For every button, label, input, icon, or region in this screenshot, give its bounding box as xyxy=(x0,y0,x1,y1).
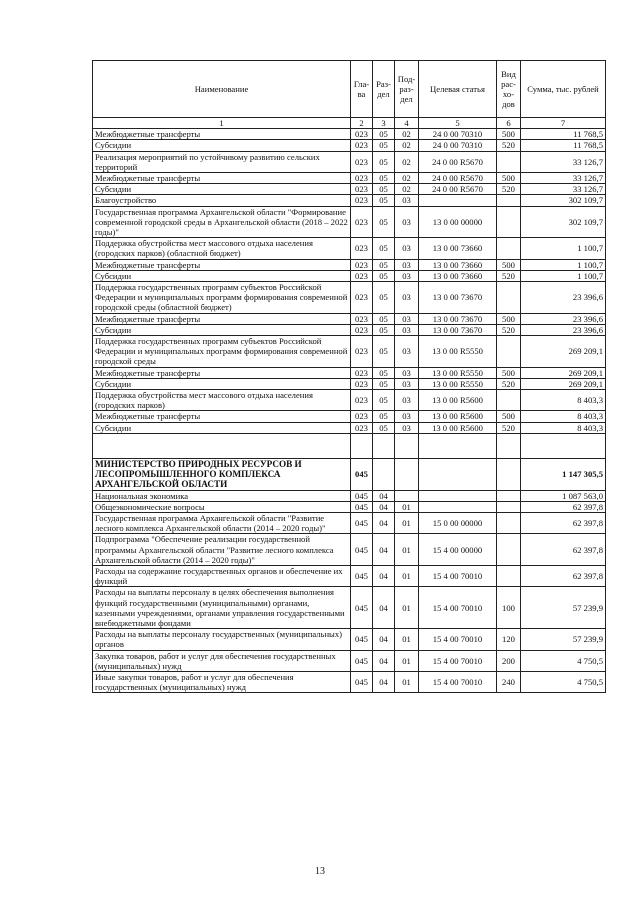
table-row xyxy=(93,390,606,411)
cell-vid: 520 xyxy=(497,378,521,389)
cell-razdel: 05 xyxy=(373,336,395,368)
cell-target: 24 0 00 70310 xyxy=(419,129,497,140)
table-row xyxy=(93,367,606,378)
table-row xyxy=(93,129,606,140)
table-row xyxy=(93,195,606,206)
table-row xyxy=(93,259,606,270)
cell-sum: 1 147 305,5 xyxy=(521,458,606,490)
colnum: 6 xyxy=(497,118,521,129)
cell-target: 13 0 00 R5550 xyxy=(419,336,497,368)
cell-vid: 500 xyxy=(497,129,521,140)
cell-name: Государственная программа Архангельской области "Развитие лесного комплекса Архангельской области (2014 – 2020 годы)" xyxy=(93,512,351,533)
budget-table xyxy=(92,60,606,693)
spacer-row xyxy=(93,433,606,458)
cell-razdel: 04 xyxy=(373,534,395,566)
empty-cell xyxy=(395,433,419,458)
cell-target xyxy=(419,490,497,501)
cell-name: Закупка товаров, работ и услуг для обеспечения государственных (муниципальных) нужд xyxy=(93,650,351,671)
cell-podrazdel: 01 xyxy=(395,587,419,629)
cell-sum: 62 397,8 xyxy=(521,534,606,566)
column-number-row xyxy=(93,118,606,129)
cell-glava: 023 xyxy=(351,238,373,259)
cell-glava: 023 xyxy=(351,324,373,335)
header-glava: Гла-ва xyxy=(351,61,373,118)
cell-podrazdel: 01 xyxy=(395,650,419,671)
cell-name: Межбюджетные трансферты xyxy=(93,173,351,184)
table-row xyxy=(93,411,606,422)
cell-name: Субсидии xyxy=(93,184,351,195)
cell-name: Общеэкономические вопросы xyxy=(93,501,351,512)
cell-razdel: 04 xyxy=(373,587,395,629)
cell-name: Поддержка обустройства мест массового отдыха населения (городских парков) xyxy=(93,390,351,411)
cell-name: Межбюджетные трансферты xyxy=(93,313,351,324)
table-row xyxy=(93,671,606,692)
table-row xyxy=(93,650,606,671)
cell-target xyxy=(419,195,497,206)
cell-sum: 4 750,5 xyxy=(521,650,606,671)
cell-glava: 023 xyxy=(351,336,373,368)
cell-target xyxy=(419,501,497,512)
table-row xyxy=(93,512,606,533)
cell-vid xyxy=(497,238,521,259)
cell-razdel: 05 xyxy=(373,206,395,238)
cell-target: 13 0 00 73660 xyxy=(419,270,497,281)
cell-sum: 33 126,7 xyxy=(521,151,606,172)
cell-razdel: 05 xyxy=(373,195,395,206)
cell-target: 13 0 00 R5600 xyxy=(419,422,497,433)
cell-glava: 023 xyxy=(351,140,373,151)
cell-podrazdel: 03 xyxy=(395,411,419,422)
cell-target: 13 0 00 R5550 xyxy=(419,378,497,389)
cell-target: 24 0 00 R5670 xyxy=(419,151,497,172)
cell-razdel: 05 xyxy=(373,411,395,422)
cell-sum: 269 209,1 xyxy=(521,336,606,368)
cell-vid xyxy=(497,565,521,586)
table-row xyxy=(93,534,606,566)
header-row xyxy=(93,61,606,118)
colnum: 7 xyxy=(521,118,606,129)
cell-vid xyxy=(497,490,521,501)
cell-sum: 302 109,7 xyxy=(521,206,606,238)
cell-glava: 023 xyxy=(351,270,373,281)
cell-vid xyxy=(497,390,521,411)
cell-podrazdel: 02 xyxy=(395,129,419,140)
cell-name: Межбюджетные трансферты xyxy=(93,259,351,270)
cell-razdel: 05 xyxy=(373,378,395,389)
cell-target: 13 0 00 73670 xyxy=(419,324,497,335)
cell-target: 13 0 00 00000 xyxy=(419,206,497,238)
cell-razdel: 05 xyxy=(373,184,395,195)
empty-cell xyxy=(497,433,521,458)
header-name: Наименование xyxy=(93,61,351,118)
cell-target: 15 4 00 70010 xyxy=(419,565,497,586)
cell-razdel: 05 xyxy=(373,313,395,324)
table-row xyxy=(93,565,606,586)
empty-cell xyxy=(351,433,373,458)
cell-name: Подпрограмма "Обеспечение реализации государственной программы Архангельской области "Развитие лесного комплекса Архангельской области (2014 – 2020 годы)" xyxy=(93,534,351,566)
cell-vid: 500 xyxy=(497,367,521,378)
cell-vid: 500 xyxy=(497,313,521,324)
cell-vid xyxy=(497,336,521,368)
table-body xyxy=(93,129,606,693)
cell-glava: 023 xyxy=(351,282,373,314)
cell-name: Межбюджетные трансферты xyxy=(93,367,351,378)
cell-glava: 023 xyxy=(351,259,373,270)
table-row xyxy=(93,184,606,195)
cell-razdel: 05 xyxy=(373,140,395,151)
cell-glava: 023 xyxy=(351,129,373,140)
table-row xyxy=(93,238,606,259)
cell-glava: 045 xyxy=(351,490,373,501)
cell-sum: 57 239,9 xyxy=(521,629,606,650)
cell-target: 24 0 00 R5670 xyxy=(419,184,497,195)
colnum: 5 xyxy=(419,118,497,129)
cell-name: Поддержка государственных программ субъектов Российской Федерации и муниципальных программ формирования современной городской среды (областной бюджет) xyxy=(93,282,351,314)
cell-sum: 4 750,5 xyxy=(521,671,606,692)
cell-podrazdel: 02 xyxy=(395,184,419,195)
cell-sum: 23 396,6 xyxy=(521,324,606,335)
table-row xyxy=(93,151,606,172)
table-row xyxy=(93,422,606,433)
cell-razdel: 04 xyxy=(373,501,395,512)
cell-vid: 520 xyxy=(497,270,521,281)
cell-razdel: 05 xyxy=(373,282,395,314)
table-row xyxy=(93,313,606,324)
cell-sum: 8 403,3 xyxy=(521,422,606,433)
cell-glava: 023 xyxy=(351,390,373,411)
cell-podrazdel: 03 xyxy=(395,367,419,378)
cell-vid: 520 xyxy=(497,422,521,433)
cell-glava: 045 xyxy=(351,671,373,692)
empty-cell xyxy=(93,433,351,458)
cell-razdel xyxy=(373,458,395,490)
colnum: 2 xyxy=(351,118,373,129)
empty-cell xyxy=(521,433,606,458)
cell-glava: 045 xyxy=(351,629,373,650)
cell-razdel: 04 xyxy=(373,650,395,671)
cell-name: Благоустройство xyxy=(93,195,351,206)
cell-sum: 33 126,7 xyxy=(521,173,606,184)
cell-glava: 023 xyxy=(351,411,373,422)
cell-name: Государственная программа Архангельской области "Формирование современной городской среды в Архангельской области (2018 – 2022 годы)" xyxy=(93,206,351,238)
colnum: 1 xyxy=(93,118,351,129)
cell-name: Расходы на выплаты персоналу государственных (муниципальных) органов xyxy=(93,629,351,650)
cell-vid: 500 xyxy=(497,173,521,184)
cell-razdel: 05 xyxy=(373,367,395,378)
cell-target: 13 0 00 R5550 xyxy=(419,367,497,378)
cell-razdel: 05 xyxy=(373,390,395,411)
cell-glava: 045 xyxy=(351,458,373,490)
cell-vid: 100 xyxy=(497,587,521,629)
cell-vid: 120 xyxy=(497,629,521,650)
table-row xyxy=(93,173,606,184)
table-row xyxy=(93,270,606,281)
cell-vid xyxy=(497,195,521,206)
table-row xyxy=(93,458,606,490)
cell-vid: 520 xyxy=(497,184,521,195)
cell-podrazdel: 03 xyxy=(395,282,419,314)
table-row xyxy=(93,140,606,151)
cell-name: Иные закупки товаров, работ и услуг для обеспечения государственных (муниципальных) нужд xyxy=(93,671,351,692)
cell-glava: 045 xyxy=(351,565,373,586)
table-row xyxy=(93,324,606,335)
colnum: 4 xyxy=(395,118,419,129)
cell-sum: 269 209,1 xyxy=(521,378,606,389)
cell-name: Межбюджетные трансферты xyxy=(93,411,351,422)
cell-vid: 200 xyxy=(497,650,521,671)
cell-razdel: 05 xyxy=(373,238,395,259)
cell-podrazdel: 03 xyxy=(395,238,419,259)
cell-sum: 23 396,6 xyxy=(521,282,606,314)
cell-target: 13 0 00 73670 xyxy=(419,313,497,324)
cell-sum: 302 109,7 xyxy=(521,195,606,206)
cell-razdel: 04 xyxy=(373,490,395,501)
cell-sum: 23 396,6 xyxy=(521,313,606,324)
cell-vid: 520 xyxy=(497,140,521,151)
cell-sum: 33 126,7 xyxy=(521,184,606,195)
table-row xyxy=(93,629,606,650)
cell-podrazdel: 03 xyxy=(395,313,419,324)
cell-razdel: 05 xyxy=(373,129,395,140)
cell-podrazdel: 01 xyxy=(395,671,419,692)
cell-glava: 045 xyxy=(351,501,373,512)
cell-razdel: 05 xyxy=(373,259,395,270)
cell-podrazdel: 02 xyxy=(395,173,419,184)
cell-sum: 11 768,5 xyxy=(521,140,606,151)
cell-glava: 045 xyxy=(351,587,373,629)
table-row xyxy=(93,336,606,368)
cell-target: 15 4 00 70010 xyxy=(419,629,497,650)
cell-name: Субсидии xyxy=(93,324,351,335)
cell-sum: 11 768,5 xyxy=(521,129,606,140)
colnum: 3 xyxy=(373,118,395,129)
cell-target: 15 4 00 00000 xyxy=(419,534,497,566)
cell-target: 15 4 00 70010 xyxy=(419,671,497,692)
header-target: Целевая статья xyxy=(419,61,497,118)
cell-sum: 1 087 563,0 xyxy=(521,490,606,501)
cell-name: Субсидии xyxy=(93,270,351,281)
header-razdel: Раз-дел xyxy=(373,61,395,118)
cell-razdel: 04 xyxy=(373,565,395,586)
cell-podrazdel: 02 xyxy=(395,151,419,172)
cell-name: Субсидии xyxy=(93,378,351,389)
table-row xyxy=(93,587,606,629)
cell-podrazdel: 03 xyxy=(395,336,419,368)
table-row xyxy=(93,378,606,389)
cell-podrazdel: 03 xyxy=(395,206,419,238)
cell-glava: 023 xyxy=(351,173,373,184)
cell-sum: 8 403,3 xyxy=(521,390,606,411)
cell-podrazdel: 01 xyxy=(395,629,419,650)
cell-sum: 269 209,1 xyxy=(521,367,606,378)
cell-podrazdel: 03 xyxy=(395,195,419,206)
cell-target: 15 4 00 70010 xyxy=(419,650,497,671)
cell-vid xyxy=(497,206,521,238)
cell-vid: 500 xyxy=(497,411,521,422)
cell-podrazdel: 01 xyxy=(395,512,419,533)
cell-razdel: 04 xyxy=(373,512,395,533)
empty-cell xyxy=(373,433,395,458)
cell-vid xyxy=(497,534,521,566)
header-vid: Вид рас-хо-дов xyxy=(497,61,521,118)
header-sum: Сумма, тыс. рублей xyxy=(521,61,606,118)
cell-glava: 045 xyxy=(351,650,373,671)
cell-glava: 023 xyxy=(351,195,373,206)
cell-target xyxy=(419,458,497,490)
cell-podrazdel: 01 xyxy=(395,534,419,566)
cell-razdel: 05 xyxy=(373,173,395,184)
cell-vid xyxy=(497,282,521,314)
cell-glava: 023 xyxy=(351,313,373,324)
cell-podrazdel: 03 xyxy=(395,422,419,433)
cell-vid: 240 xyxy=(497,671,521,692)
cell-glava: 023 xyxy=(351,422,373,433)
table-row xyxy=(93,501,606,512)
cell-name: Поддержка государственных программ субъектов Российской Федерации и муниципальных программ формирования современной городской среды xyxy=(93,336,351,368)
cell-name: Поддержка обустройства мест массового отдыха населения (городских парков) (областной бюджет) xyxy=(93,238,351,259)
cell-name: Расходы на содержание государственных органов и обеспечение их функций xyxy=(93,565,351,586)
cell-target: 13 0 00 73670 xyxy=(419,282,497,314)
cell-podrazdel: 03 xyxy=(395,270,419,281)
cell-podrazdel xyxy=(395,490,419,501)
cell-glava: 023 xyxy=(351,151,373,172)
cell-vid: 500 xyxy=(497,259,521,270)
cell-podrazdel: 03 xyxy=(395,259,419,270)
cell-sum: 1 100,7 xyxy=(521,270,606,281)
cell-vid xyxy=(497,512,521,533)
cell-name: Расходы на выплаты персоналу в целях обеспечения выполнения функций государственными (муниципальными) органами, казенными учреждениями, органами управления государственными внебюджетными фондами xyxy=(93,587,351,629)
cell-sum: 8 403,3 xyxy=(521,411,606,422)
cell-target: 15 4 00 70010 xyxy=(419,587,497,629)
cell-vid: 520 xyxy=(497,324,521,335)
cell-glava: 023 xyxy=(351,378,373,389)
cell-podrazdel: 01 xyxy=(395,565,419,586)
cell-podrazdel xyxy=(395,458,419,490)
header-podrazdel: Под-раз-дел xyxy=(395,61,419,118)
cell-name: Субсидии xyxy=(93,140,351,151)
cell-glava: 023 xyxy=(351,184,373,195)
cell-sum: 57 239,9 xyxy=(521,587,606,629)
table-row xyxy=(93,490,606,501)
cell-podrazdel: 03 xyxy=(395,390,419,411)
cell-podrazdel: 03 xyxy=(395,324,419,335)
cell-glava: 023 xyxy=(351,367,373,378)
cell-razdel: 05 xyxy=(373,422,395,433)
cell-razdel: 05 xyxy=(373,324,395,335)
table-row xyxy=(93,282,606,314)
cell-sum: 62 397,8 xyxy=(521,501,606,512)
cell-vid xyxy=(497,501,521,512)
cell-target: 13 0 00 R5600 xyxy=(419,390,497,411)
cell-target: 13 0 00 R5600 xyxy=(419,411,497,422)
cell-razdel: 04 xyxy=(373,629,395,650)
cell-name: Национальная экономика xyxy=(93,490,351,501)
empty-cell xyxy=(419,433,497,458)
cell-name: Межбюджетные трансферты xyxy=(93,129,351,140)
cell-target: 13 0 00 73660 xyxy=(419,259,497,270)
cell-sum: 1 100,7 xyxy=(521,238,606,259)
cell-target: 24 0 00 R5670 xyxy=(419,173,497,184)
cell-name: Субсидии xyxy=(93,422,351,433)
cell-glava: 023 xyxy=(351,206,373,238)
page-number: 13 xyxy=(315,866,325,877)
cell-podrazdel: 03 xyxy=(395,378,419,389)
cell-sum: 62 397,8 xyxy=(521,565,606,586)
cell-sum: 62 397,8 xyxy=(521,512,606,533)
cell-target: 13 0 00 73660 xyxy=(419,238,497,259)
cell-vid xyxy=(497,151,521,172)
cell-name: МИНИСТЕРСТВО ПРИРОДНЫХ РЕСУРСОВ И ЛЕСОПРОМЫШЛЕННОГО КОМПЛЕКСА АРХАНГЕЛЬСКОЙ ОБЛАСТИ xyxy=(93,458,351,490)
table-row xyxy=(93,206,606,238)
cell-target: 24 0 00 70310 xyxy=(419,140,497,151)
cell-sum: 1 100,7 xyxy=(521,259,606,270)
cell-razdel: 05 xyxy=(373,151,395,172)
cell-razdel: 04 xyxy=(373,671,395,692)
cell-podrazdel: 01 xyxy=(395,501,419,512)
cell-name: Реализация мероприятий по устойчивому развитию сельских территорий xyxy=(93,151,351,172)
cell-razdel: 05 xyxy=(373,270,395,281)
cell-glava: 045 xyxy=(351,512,373,533)
cell-glava: 045 xyxy=(351,534,373,566)
cell-vid xyxy=(497,458,521,490)
cell-podrazdel: 02 xyxy=(395,140,419,151)
cell-target: 15 0 00 00000 xyxy=(419,512,497,533)
